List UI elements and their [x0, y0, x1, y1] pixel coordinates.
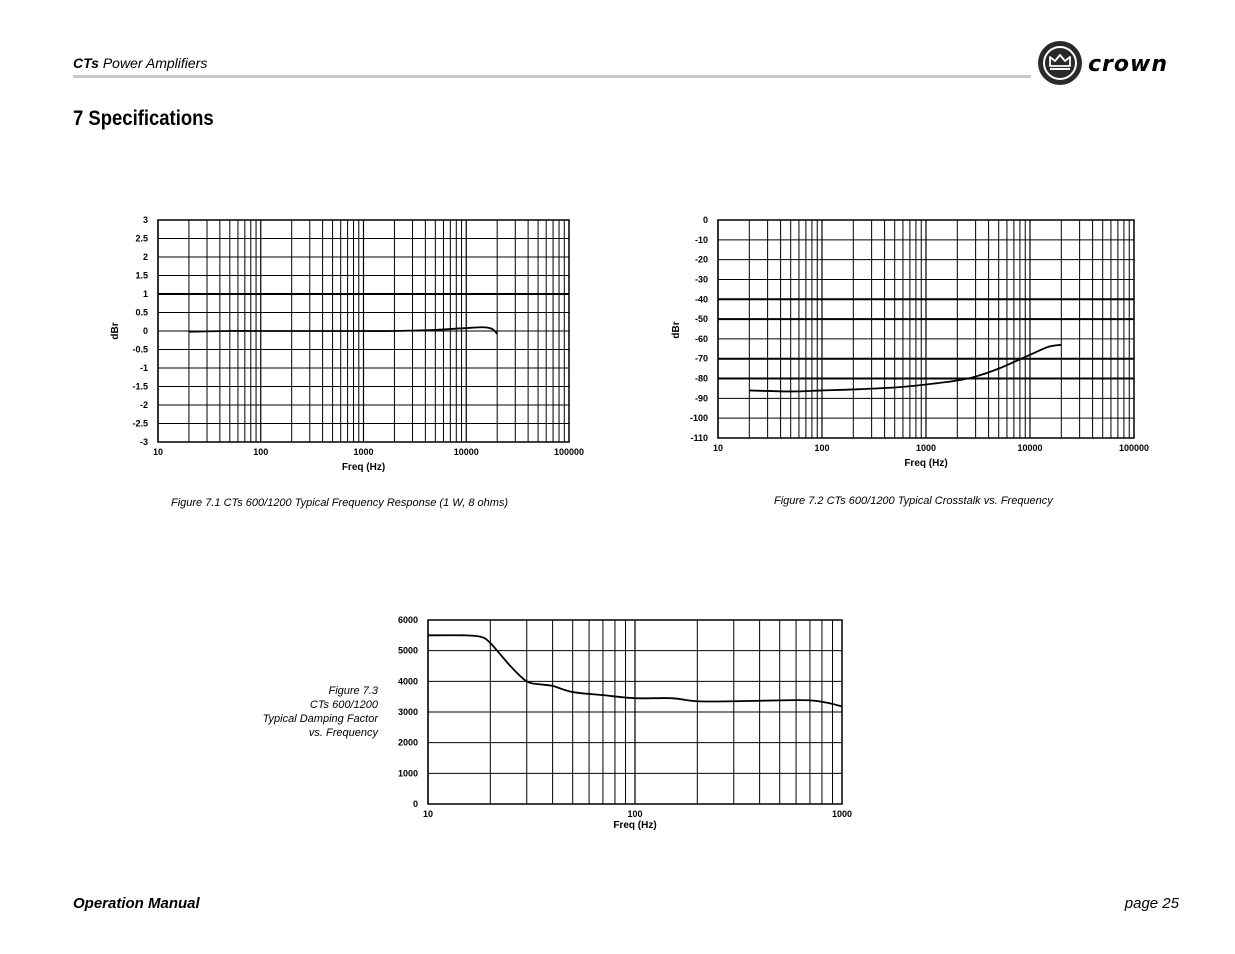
- figure-7-3-caption: [230, 684, 378, 740]
- x-tick-label: 1000: [915, 443, 937, 453]
- y-axis-label: dBr: [671, 321, 682, 339]
- figure-7-3-caption-line: Figure 7.3: [328, 685, 378, 697]
- y-tick-label: 2.5: [135, 233, 148, 244]
- y-tick-label: 1000: [397, 768, 418, 779]
- x-axis-label: Freq (Hz): [341, 462, 386, 473]
- x-tick-label: 1000: [353, 447, 374, 457]
- header-title-rest: Power Amplifiers: [98, 55, 208, 71]
- y-tick-label: 0.5: [135, 307, 148, 318]
- y-tick-label: 4000: [397, 676, 418, 687]
- x-tick-label: 1000: [831, 809, 853, 819]
- x-axis-label: Freq (Hz): [613, 820, 657, 831]
- x-tick-label: 10000: [453, 447, 479, 457]
- x-tick-label: 100: [253, 447, 269, 457]
- y-tick-label: -0.5: [132, 344, 148, 355]
- y-tick-label: 2000: [397, 737, 418, 748]
- y-tick-label: 0: [412, 799, 418, 809]
- y-tick-label: -1.5: [132, 381, 148, 392]
- y-tick-label: 2: [142, 252, 148, 262]
- y-tick-label: -100: [689, 413, 708, 424]
- y-tick-label: -10: [694, 234, 708, 245]
- y-tick-label: 1.5: [135, 270, 148, 281]
- figure-7-3-caption-line: vs. Frequency: [308, 727, 378, 739]
- footer-page-number: page 25: [1124, 895, 1179, 912]
- y-tick-label: -70: [694, 353, 708, 364]
- y-tick-label: -90: [694, 393, 708, 404]
- y-tick-label: -2.5: [132, 418, 148, 429]
- footer-manual-label: Operation Manual: [73, 895, 200, 912]
- y-tick-label: 5000: [397, 645, 418, 656]
- y-tick-label: 3: [142, 215, 148, 225]
- section-title: 7 Specifications: [73, 107, 214, 130]
- y-tick-label: -1: [139, 363, 148, 373]
- y-tick-label: -20: [694, 254, 708, 265]
- x-tick-label: 10: [712, 443, 724, 453]
- header-title-bold: CTs: [73, 55, 99, 71]
- x-axis-label: Freq (Hz): [904, 458, 948, 469]
- x-tick-label: 100: [814, 443, 830, 453]
- figure-7-3-caption-line: CTs 600/1200: [309, 699, 378, 711]
- x-tick-label: 100000: [1118, 443, 1150, 453]
- y-tick-label: 1: [142, 289, 148, 299]
- y-tick-label: 3000: [397, 707, 418, 717]
- x-tick-label: 10000: [1017, 443, 1043, 453]
- y-tick-label: -110: [690, 433, 708, 443]
- y-tick-label: 6000: [397, 615, 418, 625]
- y-tick-label: -2: [139, 400, 148, 410]
- figure-7-2-caption: Figure 7.2 CTs 600/1200 Typical Crosstalk vs. Frequency: [774, 495, 1053, 507]
- y-tick-label: -30: [694, 274, 708, 285]
- x-tick-label: 100: [627, 809, 643, 819]
- figure-7-3-caption-line: Typical Damping Factor: [262, 713, 378, 725]
- y-tick-label: -50: [694, 314, 708, 325]
- x-tick-label: 10: [152, 447, 164, 457]
- y-tick-label: -80: [694, 373, 708, 384]
- plot-area: [398, 615, 852, 831]
- logo-wordmark: crown: [1088, 52, 1168, 77]
- x-tick-label: 10: [422, 809, 434, 819]
- y-tick-label: 0: [702, 215, 708, 225]
- y-tick-label: -3: [139, 437, 148, 447]
- y-axis-label: dBr: [110, 322, 121, 340]
- y-tick-label: 0: [142, 326, 148, 336]
- x-tick-label: 100000: [553, 447, 585, 457]
- figure-7-1-caption: Figure 7.1 CTs 600/1200 Typical Frequency Response (1 W, 8 ohms): [171, 497, 509, 509]
- y-tick-label: -60: [694, 333, 708, 344]
- y-tick-label: -40: [694, 294, 708, 305]
